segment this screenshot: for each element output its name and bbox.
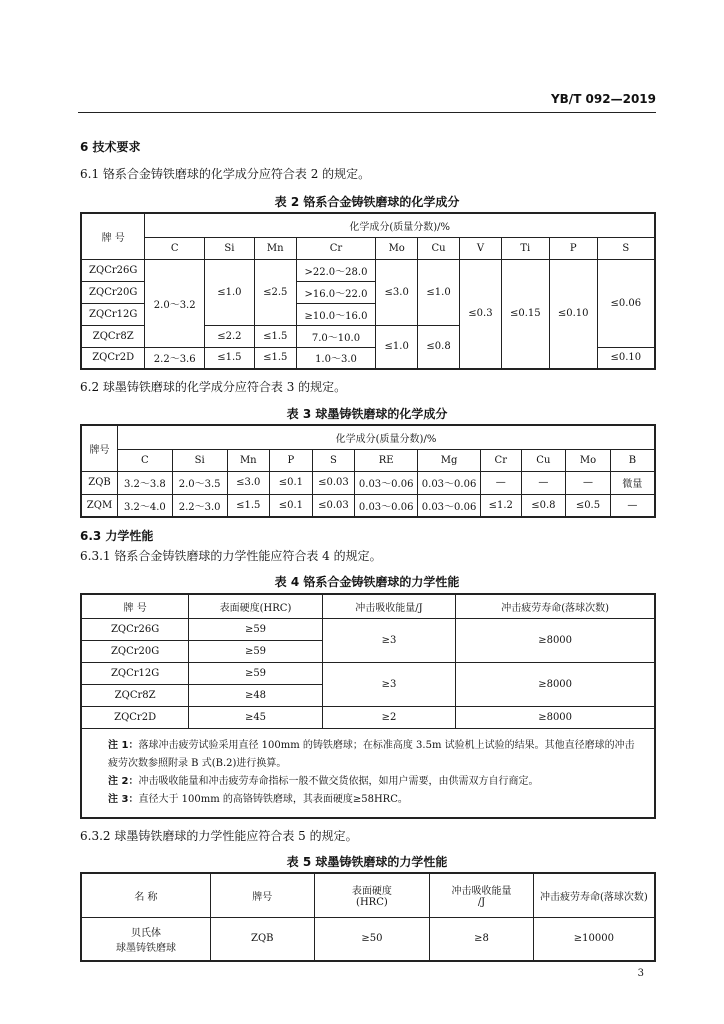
note-text: 直径大于 100mm 的高铬铸铁磨球，其表面硬度≥58HRC。 (138, 793, 408, 805)
t2-col-header: Cr (296, 237, 376, 259)
t3-cell: ≤1.2 (480, 494, 521, 517)
t2-cu-cell: ≤0.8 (418, 325, 460, 369)
t2-col-header: Mo (376, 237, 418, 259)
t3-cell: ≤0.8 (521, 494, 566, 517)
t2-col-header: Mn (254, 237, 296, 259)
t2-cr-cell: 7.0～10.0 (296, 325, 376, 347)
t3-cell: ≤3.0 (227, 471, 270, 494)
t3-cell: 0.03～0.06 (418, 471, 481, 494)
t4-hardness-cell: ≥59 (189, 640, 323, 662)
t2-brand-header: 牌 号 (81, 213, 145, 259)
t3-col-header: C (118, 449, 173, 471)
t2-col-header: S (597, 237, 655, 259)
table-4-caption: 表 4 铬系合金铸铁磨球的力学性能 (274, 575, 460, 589)
page-number: 3 (637, 968, 644, 979)
section-6-2-text: 6.2 球墨铸铁磨球的化学成分应符合表 3 的规定。 (80, 380, 347, 394)
t2-mo-cell: ≤1.0 (376, 325, 418, 369)
t5-name-line2: 球墨铸铁磨球 (115, 942, 176, 954)
note-label: 注 3： (108, 793, 139, 805)
t4-hardness-cell: ≥48 (189, 684, 323, 706)
t3-cell: ≤0.1 (270, 494, 313, 517)
t2-s-cell: ≤0.06 (597, 259, 655, 347)
t2-si-cell: ≤1.5 (205, 347, 255, 369)
t4-notes (81, 728, 655, 818)
table-2-caption: 表 2 铬系合金铸铁磨球的化学成分 (274, 195, 460, 209)
table-5-caption: 表 5 球墨铸铁磨球的力学性能 (286, 855, 448, 869)
t4-header: 牌 号 (81, 594, 189, 618)
t4-hardness-cell: ≥59 (189, 662, 323, 684)
t3-col-header: Mo (566, 449, 611, 471)
t4-header: 冲击吸收能量/J (322, 594, 455, 618)
t4-header: 冲击疲劳寿命(落球次数) (456, 594, 655, 618)
t3-cell: ≤0.5 (566, 494, 611, 517)
t5-fatigue-cell: ≥10000 (533, 917, 655, 961)
t3-cell: 0.03～0.06 (355, 471, 418, 494)
t2-brand-cell: ZQCr20G (81, 281, 145, 303)
table-4 (80, 593, 656, 819)
t5-header-name: 名 称 (81, 873, 210, 917)
t4-brand-cell: ZQCr12G (81, 662, 189, 684)
t2-col-header: V (460, 237, 502, 259)
t2-cr-cell: 1.0～3.0 (296, 347, 376, 369)
t3-cell: 3.2～4.0 (118, 494, 173, 517)
t3-col-header: Mg (418, 449, 481, 471)
t3-cell: ≤0.03 (312, 471, 355, 494)
note-text: 冲击吸收能量和冲击疲劳寿命指标一般不做交货依据，如用户需要，由供需双方自行商定。 (138, 775, 539, 787)
t3-cell: 0.03～0.06 (418, 494, 481, 517)
t2-col-header: P (549, 237, 597, 259)
t5-header-hardness-line2: (HRC) (356, 897, 388, 909)
t2-brand-cell: ZQCr2D (81, 347, 145, 369)
table-5 (80, 872, 656, 962)
t3-col-header: Si (172, 449, 227, 471)
t4-note-1 (108, 737, 644, 773)
table-3 (80, 424, 656, 518)
t2-si-cell: ≤1.0 (205, 259, 255, 325)
header-rule (78, 112, 656, 113)
t4-note-3 (108, 791, 644, 809)
t5-header-hardness (314, 873, 430, 917)
t3-col-header: Cr (480, 449, 521, 471)
t2-col-header: C (145, 237, 205, 259)
t5-name-cell (81, 917, 210, 961)
t2-cu-cell: ≤1.0 (418, 259, 460, 325)
t5-header-impact-line2: /J (477, 897, 486, 909)
t2-ti-cell: ≤0.15 (501, 259, 549, 369)
note-label: 注 2： (108, 775, 139, 787)
t3-col-header: B (610, 449, 655, 471)
t5-header-impact (430, 873, 534, 917)
t4-hardness-cell: ≥59 (189, 618, 323, 640)
table-3-caption: 表 3 球墨铸铁磨球的化学成分 (286, 407, 448, 421)
t2-cr-cell: >22.0～28.0 (296, 259, 376, 281)
t2-mn-cell: ≤2.5 (254, 259, 296, 325)
t3-cell: — (610, 494, 655, 517)
t5-header-brand: 牌号 (210, 873, 314, 917)
t3-cell: ≤0.1 (270, 471, 313, 494)
t3-group-header: 化学成分(质量分数)/% (118, 425, 656, 449)
t2-v-cell: ≤0.3 (460, 259, 502, 369)
t4-fatigue-cell: ≥8000 (456, 662, 655, 706)
t3-cell: 2.0～3.5 (172, 471, 227, 494)
t3-cell: ZQB (81, 471, 118, 494)
section-6-3-2-text: 6.3.2 球墨铸铁磨球的力学性能应符合表 5 的规定。 (80, 829, 358, 843)
t2-group-header: 化学成分(质量分数)/% (145, 213, 655, 237)
t2-p-cell: ≤0.10 (549, 259, 597, 369)
t4-fatigue-cell: ≥8000 (456, 618, 655, 662)
t2-cr-cell: >16.0～22.0 (296, 281, 376, 303)
t3-col-header: P (270, 449, 313, 471)
t4-brand-cell: ZQCr2D (81, 706, 189, 728)
t2-s-cell: ≤0.10 (597, 347, 655, 369)
t3-cell: ≤0.03 (312, 494, 355, 517)
t2-brand-cell: ZQCr26G (81, 259, 145, 281)
t5-header-impact-line1: 冲击吸收能量 (451, 886, 512, 898)
t3-cell: — (521, 471, 566, 494)
t3-cell: 3.2～3.8 (118, 471, 173, 494)
t2-mn-cell: ≤1.5 (254, 347, 296, 369)
section-6-3-1-text: 6.3.1 铬系合金铸铁磨球的力学性能应符合表 4 的规定。 (80, 549, 382, 563)
t2-col-header: Ti (501, 237, 549, 259)
t2-mn-cell: ≤1.5 (254, 325, 296, 347)
t5-name-line1: 贝氏体 (130, 927, 161, 939)
t4-hardness-cell: ≥45 (189, 706, 323, 728)
t4-impact-cell: ≥2 (322, 706, 455, 728)
t5-header-hardness-line1: 表面硬度 (351, 886, 392, 898)
t3-col-header: Cu (521, 449, 566, 471)
section-6-1-text: 6.1 铬系合金铸铁磨球的化学成分应符合表 2 的规定。 (80, 167, 371, 181)
t3-cell: 微量 (610, 471, 655, 494)
t4-impact-cell: ≥3 (322, 618, 455, 662)
t2-brand-cell: ZQCr12G (81, 303, 145, 325)
t2-cr-cell: ≥10.0～16.0 (296, 303, 376, 325)
t3-cell: 0.03～0.06 (355, 494, 418, 517)
t3-brand-header: 牌号 (81, 425, 118, 471)
t2-c-cell: 2.0～3.2 (145, 259, 205, 347)
t5-hardness-cell: ≥50 (314, 917, 430, 961)
t4-impact-cell: ≥3 (322, 662, 455, 706)
t4-brand-cell: ZQCr20G (81, 640, 189, 662)
t5-header-fatigue: 冲击疲劳寿命(落球次数) (533, 873, 655, 917)
section-6-3-heading: 6.3 力学性能 (80, 529, 154, 543)
t4-brand-cell: ZQCr8Z (81, 684, 189, 706)
t4-brand-cell: ZQCr26G (81, 618, 189, 640)
t5-brand-cell: ZQB (210, 917, 314, 961)
t2-col-header: Cu (418, 237, 460, 259)
t3-cell: — (566, 471, 611, 494)
t3-col-header: S (312, 449, 355, 471)
t3-cell: — (480, 471, 521, 494)
table-2 (80, 212, 656, 370)
t2-mo-cell: ≤3.0 (376, 259, 418, 325)
t2-si-cell: ≤2.2 (205, 325, 255, 347)
t3-cell: ≤1.5 (227, 494, 270, 517)
note-text: 落球冲击疲劳试验采用直径 100mm 的铸铁磨球；在标准高度 3.5m 试验机上试验的结果。其他直径磨球的冲击疲劳次数参照附录 B 式(B.2)进行换算。 (108, 739, 635, 769)
section-6-heading: 6 技术要求 (80, 140, 141, 154)
note-label: 注 1： (108, 739, 139, 751)
t4-fatigue-cell: ≥8000 (456, 706, 655, 728)
t2-c-cell: 2.2～3.6 (145, 347, 205, 369)
t2-brand-cell: ZQCr8Z (81, 325, 145, 347)
t4-header: 表面硬度(HRC) (189, 594, 323, 618)
t4-note-2 (108, 773, 644, 791)
t3-col-header: RE (355, 449, 418, 471)
t5-impact-cell: ≥8 (430, 917, 534, 961)
t3-cell: ZQM (81, 494, 118, 517)
document-number: YB/T 092—2019 (550, 92, 656, 106)
t2-col-header: Si (205, 237, 255, 259)
t3-cell: 2.2～3.0 (172, 494, 227, 517)
t3-col-header: Mn (227, 449, 270, 471)
